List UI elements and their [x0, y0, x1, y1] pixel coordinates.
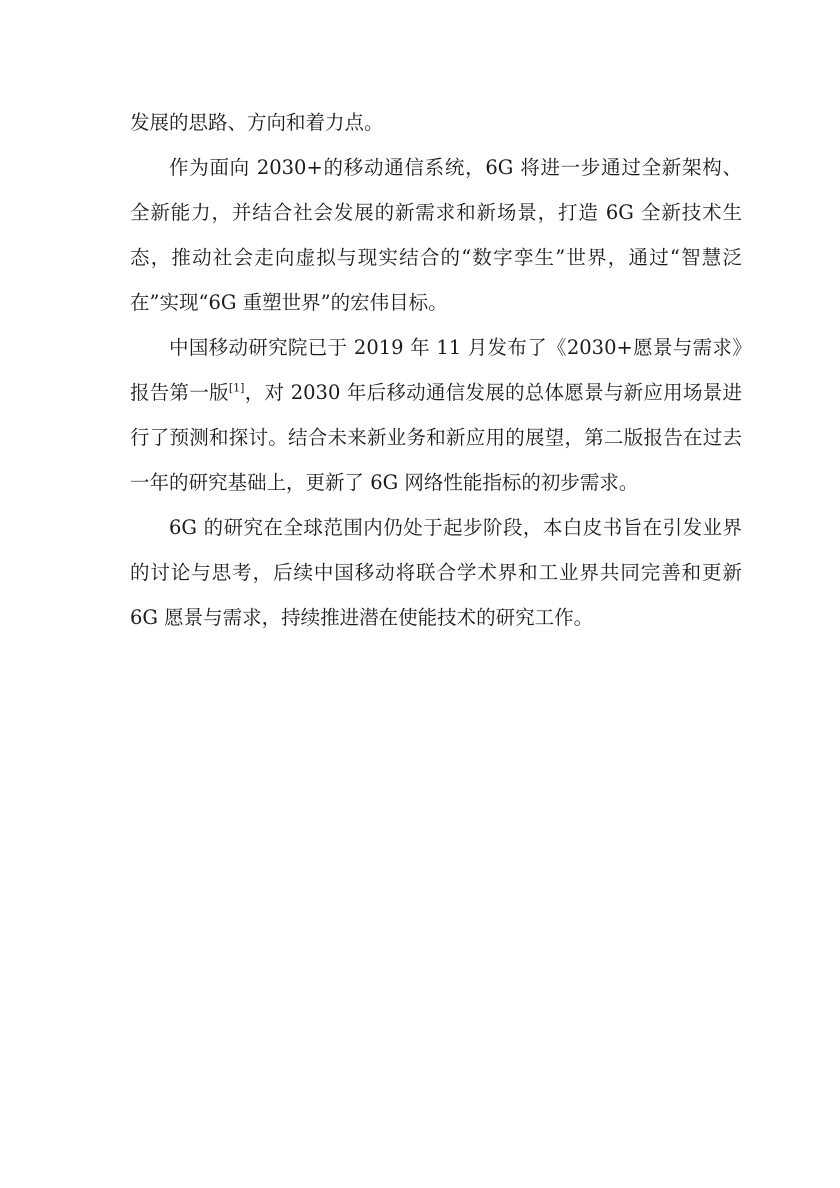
paragraph-text: 6G 的研究在全球范围内仍处于起步阶段，本白皮书旨在引发业界的讨论与思考，后续中国移动将联合学术界和工业界共同完善和更新 6G 愿景与需求，持续推进潜在使能技术的研究工作。	[130, 516, 742, 629]
body-text	[130, 100, 742, 640]
paragraph-text: 中国移动研究院已于 2019 年 11 月发布了《2030+愿景与需求》报告第一版	[130, 336, 742, 404]
paragraph-text: ，对 2030 年后移动通信发展的总体愿景与新应用场景进行了预测和探讨。结合未来新业务和新应用的展望，第二版报告在过去一年的研究基础上，更新了 6G 网络性能指标的初步需求。	[130, 381, 742, 494]
paragraph-text: 发展的思路、方向和着力点。	[130, 111, 384, 134]
paragraph	[130, 100, 742, 145]
paragraph-text: 作为面向 2030+的移动通信系统，6G 将进一步通过全新架构、全新能力，并结合社会发展的新需求和新场景，打造 6G 全新技术生态，推动社会走向虚拟与现实结合的“数字孪生”世界，通过“智慧泛在”实现“6G 重塑世界”的宏伟目标。	[130, 156, 742, 314]
paragraph	[130, 505, 742, 640]
paragraph	[130, 145, 742, 325]
reference-marker: [1]	[228, 381, 245, 395]
paragraph	[130, 325, 742, 505]
